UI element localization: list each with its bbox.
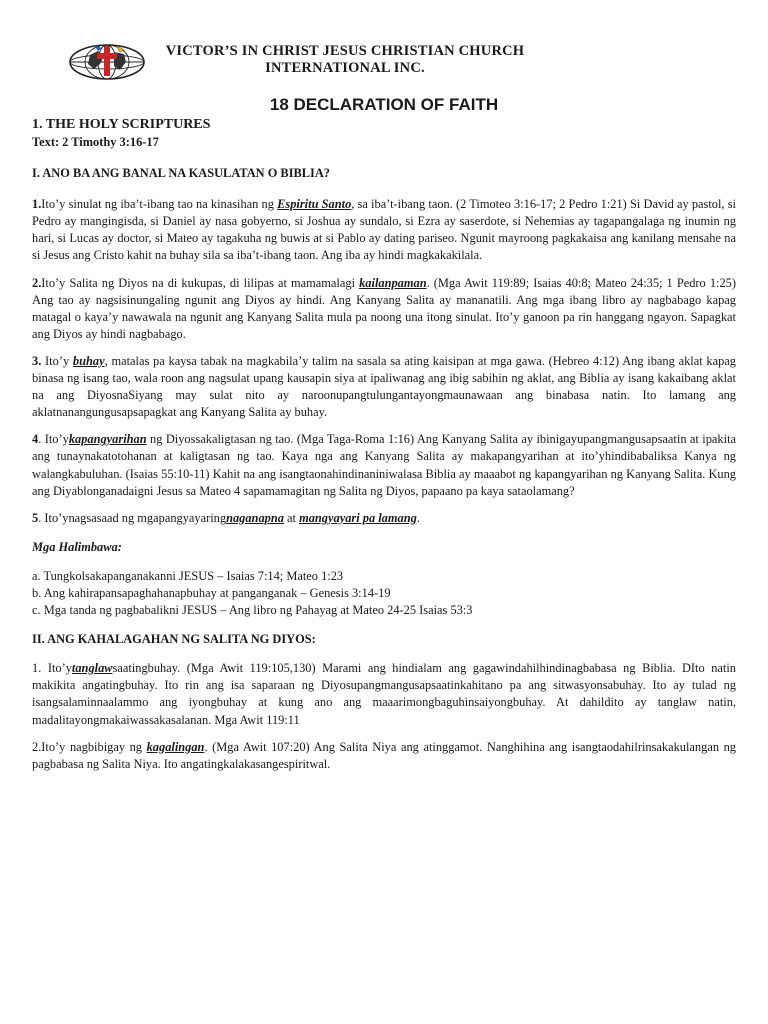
paragraph-text: ng Diyossakaligtasan ng tao. (Mga Taga-Roma 1:16) Ang Kanyang Salita ay ibinigayupangmangusapsaatin at ipakita ang tunaynakatotohanan at kaligtasan ng tao. Kaya nga ang Kanyang Salita ay makapangyarihan at ito’yhindibabaliksa Kanya ng walangkabuluhan. (Isaias 55:10-11) Kahit na ang isangtaonahindinaniniwalasa Biblia ay maaabot ng kapangyarihan ng Kanyang Salita. Kung ang Diyablonganadaigni Jesus sa Mateo 4 sapamamagitan ng Salita ng Diyos, papaano pa kaya sataolamang?: [32, 432, 737, 498]
paragraph-number: 1.: [32, 197, 42, 212]
keyword: kapangyarihan: [68, 432, 147, 447]
scripture-text-reference: Text: 2 Timothy 3:16-17: [32, 135, 159, 149]
paragraph-text: Ito’y: [41, 353, 73, 368]
list-item: c. Mga tanda ng pagbabalikni JESUS – Ang libro ng Pahayag at Mateo 24-25 Isaias 53:3: [32, 603, 473, 618]
keyword: tanglaw: [71, 661, 113, 676]
paragraph-text: . Ito’ynagsasaad ng mgapangyayaring: [38, 510, 227, 525]
keyword: Espiritu Santo: [277, 197, 352, 212]
part-one-heading: I. ANO BA ANG BANAL NA KASULATAN O BIBLIA?: [32, 166, 331, 181]
paragraph-text: at: [283, 510, 300, 525]
examples-heading: Mga Halimbawa:: [32, 539, 122, 554]
paragraph-text: . (Mga Awit 107:20) Ang Salita Niya ang atinggamot. Nanghihina ang isangtaodahilrinsakakulangan ng pagbabasa ng Salita Niya. Ito angatingkalakasangespiritwal.: [32, 739, 736, 771]
paragraph-text: Ito’y sinulat ng iba’t-ibang tao na kinasihan ng: [41, 197, 278, 212]
paragraph-number: 3.: [32, 353, 42, 368]
paragraph-number: 2.: [32, 275, 42, 290]
paragraph-1: [32, 196, 736, 264]
paragraph-3: [32, 353, 736, 421]
paragraph-text: Ito’y: [41, 661, 72, 676]
paragraph-5: [32, 510, 736, 527]
paragraph-text: . (Mga Awit 119:89; Isaias 40:8; Mateo 24:35; 1 Pedro 1:25) Ang tao ay nagsisinungaling ngunit ang Diyos ay hindi. Ang Kanyang Salita ay mananatili. Ang mga ibang libro ay nagbabago kapag matagal o kaya’y nawawala na ngunit ang Kanyang Salita mula pa noong una itong sinulat. Ito’y ganoon pa rin hanggang ngayon. Sapagkat ang Diyos ay hindi nagbabago.: [32, 275, 736, 341]
paragraph-text: , sa iba’t-ibang taon. (2 Timoteo 3:16-17; 2 Pedro 1:21) Si David ay pastol, si Pedro ay mangingisda, si Daniel ay nasa gobyerno, si Joshua ay sundalo, si Ezra ay saserdote, si Nehemias ay tagapangalaga ng inumin ng hari, si Lucas ay doctor, si Mateo ay tagakuha ng buwis at si Pablo ay dating pariseo. Ngunit mayroong pagkakaisa ang kanilang mensahe na si Jesus ang Cristo kahit na buhay sila sa iba’t-ibang taon. Ang iba ay hindi magkakakilala.: [32, 197, 736, 263]
part-two-heading: II. ANG KAHALAGAHAN NG SALITA NG DIYOS:: [32, 632, 316, 647]
list-item: a. Tungkolsakapanganakanni JESUS – Isaias 7:14; Mateo 1:23: [32, 568, 344, 583]
paragraph-text: Ito’y nagbibigay ng: [41, 739, 147, 754]
paragraph-2: [32, 275, 736, 343]
examples-list: [32, 568, 736, 619]
organization-name: [150, 43, 540, 77]
paragraph-6: [32, 660, 736, 728]
paragraph-number: 4: [32, 432, 39, 447]
keyword: kagalingan: [146, 739, 205, 754]
paragraph-text: , matalas pa kaysa tabak na magkabila’y talim na sasala sa ating kaisipan at mga gawa. (Hebreo 4:12) Ang ibang aklat kapag binasa ng isang tao, wala roon ang nagsulat upang kausapin siya at ipaliwanag ang ibig sabihin ng aklat, ang Biblia ay isang kakaibang aklat na ang DiyosnaSiyang may sulat nito ay naroonupangtulungantayongmaunawaan ang binabasa natin. Ito lamang ang aklatnanangungusapsapagkat ang Kanyang Salita ay buhay.: [32, 353, 736, 420]
paragraph-4: [32, 431, 736, 499]
paragraph-number: 5: [32, 510, 39, 525]
paragraph-number: 1.: [32, 661, 42, 676]
paragraph-text: saatingbuhay. (Mga Awit 119:105,130) Marami ang hindialam ang gagawindahilhindinagbabasa ng Biblia. DIto natin makikita angatingbuhay. Ito rin ang isa saparaan ng Diyosupangmangusapsaatinkahitano pa ang sitwasyonsabuhay. Ito ay tulad ng isangsalaminnaalammo ang iyongbuhay at kung ano ang maaarimongbaguhinsaiyongbuhay. At dahildito ay tanglaw natin, madalitayongmakaiwassakasalanan. Mga Awit 119:11: [32, 661, 736, 727]
org-line-1: VICTOR’S IN CHRIST JESUS CHRISTIAN CHURCH: [165, 43, 525, 59]
paragraph-text: . Ito’y: [38, 432, 69, 447]
church-logo-icon: [68, 42, 146, 82]
document-title: 18 DECLARATION OF FAITH: [269, 95, 499, 114]
paragraph-7: [32, 739, 736, 773]
paragraph-text: Ito’y Salita ng Diyos na di kukupas, di lilipas at mamamalagi: [41, 275, 360, 290]
keyword: kailanpaman: [359, 275, 427, 290]
paragraph-text: .: [416, 510, 420, 525]
section-heading: 1. THE HOLY SCRIPTURES: [32, 117, 211, 132]
keyword: mangyayari pa lamang: [299, 510, 417, 525]
keyword: naganapna: [226, 510, 284, 525]
document-body: [32, 116, 736, 773]
paragraph-number: 2.: [32, 739, 42, 754]
org-line-2: INTERNATIONAL INC.: [265, 60, 425, 76]
list-item: b. Ang kahirapansapaghahanapbuhay at panganganak – Genesis 3:14-19: [32, 585, 391, 600]
keyword: buhay: [72, 353, 105, 368]
